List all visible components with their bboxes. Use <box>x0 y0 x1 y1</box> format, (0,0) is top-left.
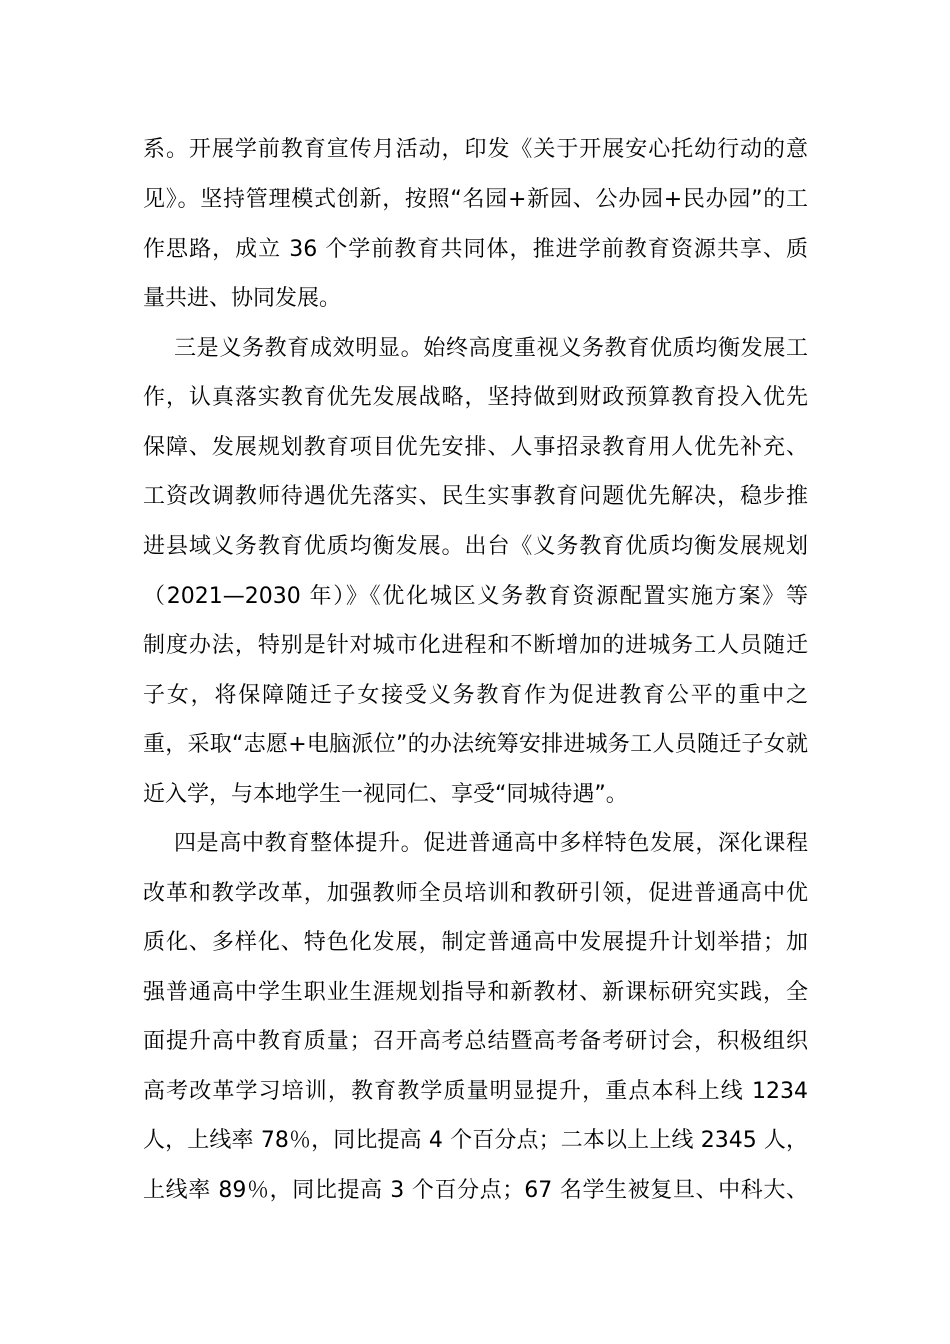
text-line: 四是高中教育整体提升。促进普通高中多样特色发展，深化课程 <box>174 831 808 856</box>
text-line: 系。开展学前教育宣传月活动，印发《关于开展安心托幼行动的意 <box>143 137 808 162</box>
text-line: 保障、发展规划教育项目优先安排、人事招录教育用人优先补充、 <box>143 435 808 460</box>
text-line: 高考改革学习培训，教育教学质量明显提升，重点本科上线 1234 <box>143 1079 808 1104</box>
text-line: 质化、多样化、特色化发展，制定普通高中发展提升计划举措；加 <box>143 930 808 955</box>
text-line: 强普通高中学生职业生涯规划指导和新教材、新课标研究实践，全 <box>143 980 808 1005</box>
text-line: 改革和教学改革，加强教师全员培训和教研引领，促进普通高中优 <box>143 881 808 906</box>
text-line: 上线率 89％，同比提高 3 个百分点；67 名学生被复旦、中科大、 <box>143 1178 808 1203</box>
text-line: 子女，将保障随迁子女接受义务教育作为促进教育公平的重中之 <box>143 683 808 708</box>
text-line: 三是义务教育成效明显。始终高度重视义务教育优质均衡发展工 <box>174 336 808 361</box>
text-line: 工资改调教师待遇优先落实、民生实事教育问题优先解决，稳步推 <box>143 484 808 509</box>
text-line: 人，上线率 78％，同比提高 4 个百分点；二本以上上线 2345 人， <box>143 1128 808 1153</box>
text-line: 见》。坚持管理模式创新，按照“名园+新园、公办园+民办园”的工 <box>143 187 808 212</box>
text-line: 近入学，与本地学生一视同仁、享受“同城待遇”。 <box>143 782 628 807</box>
text-line: 作思路，成立 36 个学前教育共同体，推进学前教育资源共享、质 <box>143 237 808 262</box>
text-line: 进县域义务教育优质均衡发展。出台《义务教育优质均衡发展规划 <box>143 534 808 559</box>
text-line: 面提升高中教育质量；召开高考总结暨高考备考研讨会，积极组织 <box>143 1029 808 1054</box>
text-line: 重，采取“志愿+电脑派位”的办法统筹安排进城务工人员随迁子女就 <box>143 732 808 757</box>
text-line: 量共进、协同发展。 <box>143 286 342 311</box>
text-line: （2021—2030 年）》《优化城区义务教育资源配置实施方案》等 <box>143 584 808 609</box>
text-line: 制度办法，特别是针对城市化进程和不断增加的进城务工人员随迁 <box>143 633 808 658</box>
text-line: 作，认真落实教育优先发展战略，坚持做到财政预算教育投入优先 <box>143 385 808 410</box>
